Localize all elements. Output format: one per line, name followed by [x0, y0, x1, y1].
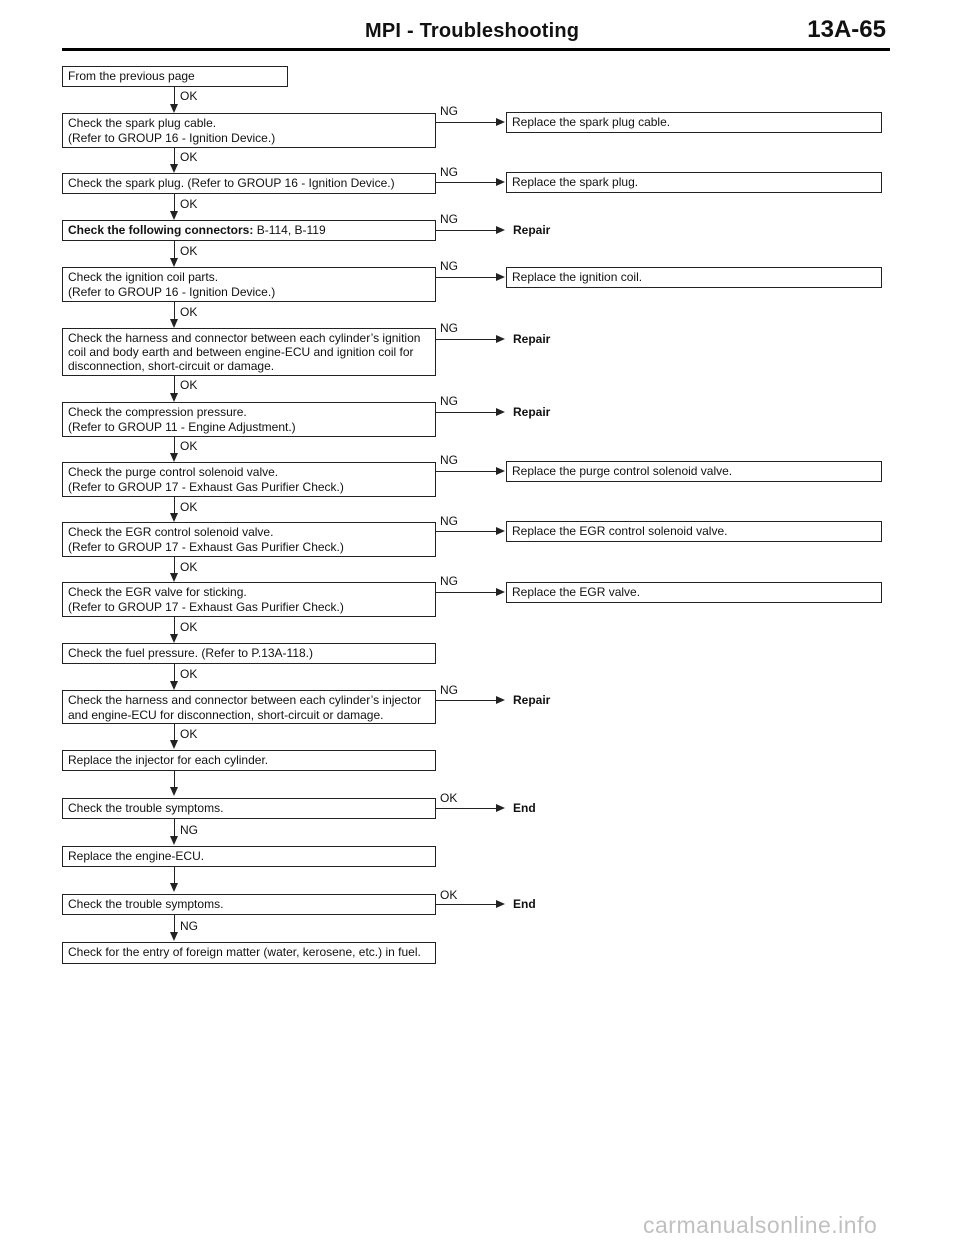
step-box-11: [62, 690, 436, 724]
step-text: Check for the entry of foreign matter (water, kerosene, etc.) in fuel.: [68, 945, 421, 959]
step-text: Check the spark plug cable. (Refer to GROUP 16 - Ignition Device.): [68, 116, 276, 145]
flow-label: OK: [180, 727, 198, 741]
step-box-13: [62, 798, 436, 819]
section-name: MPI: [365, 20, 402, 42]
flow-connector: [174, 302, 175, 320]
result-box: [506, 112, 882, 133]
right-arrow-icon: [496, 335, 505, 343]
down-arrow-icon: [170, 211, 178, 220]
step-box-4: [62, 267, 436, 302]
down-arrow-icon: [170, 681, 178, 690]
right-arrow-icon: [496, 226, 505, 234]
branch-label: NG: [440, 574, 458, 588]
step-box-12: [62, 750, 436, 771]
result-text: Repair: [513, 693, 551, 707]
step-box-15: [62, 894, 436, 915]
right-arrow-icon: [496, 408, 505, 416]
step-box-5: [62, 328, 436, 376]
down-arrow-icon: [170, 393, 178, 402]
result-text: End: [513, 897, 536, 911]
flow-label: OK: [180, 89, 198, 103]
flow-connector: [174, 87, 175, 105]
branch-label: NG: [440, 259, 458, 273]
step-box-8: [62, 522, 436, 557]
result-text: Replace the spark plug.: [512, 175, 639, 189]
result-box: [506, 172, 882, 193]
flow-connector: [174, 376, 175, 394]
step-box-7: [62, 462, 436, 497]
result-text: Repair: [513, 223, 551, 237]
result-text: Replace the purge control solenoid valve.: [512, 464, 733, 478]
down-arrow-icon: [170, 453, 178, 462]
down-arrow-icon: [170, 104, 178, 113]
step-text: Check the trouble symptoms.: [68, 801, 224, 815]
right-arrow-icon: [496, 588, 505, 596]
down-arrow-icon: [170, 319, 178, 328]
branch-label: NG: [440, 514, 458, 528]
step-text: Check the purge control solenoid valve. (Refer to GROUP 17 - Exhaust Gas Purifier Check.): [68, 465, 344, 494]
right-arrow-icon: [496, 118, 505, 126]
step-text: Check the harness and connector between each cylinder’s ignition coil and body earth and between engine-ECU and ignition coil for disconnection, short-circuit or damage.: [68, 331, 421, 373]
page-header: [62, 14, 890, 51]
result-text: Repair: [513, 405, 551, 419]
result-text: Replace the EGR control solenoid valve.: [512, 524, 728, 538]
flow-connector: [174, 241, 175, 259]
step-text: Check the spark plug. (Refer to GROUP 16 - Ignition Device.): [68, 176, 395, 190]
step-box-2: [62, 173, 436, 194]
step-box-1: [62, 113, 436, 148]
flow-label: OK: [180, 439, 198, 453]
right-arrow-icon: [496, 527, 505, 535]
flow-connector: [174, 724, 175, 741]
branch-connector: [436, 182, 500, 183]
flow-connector: [174, 915, 175, 933]
step-text: Check the EGR control solenoid valve. (Refer to GROUP 17 - Exhaust Gas Purifier Check.): [68, 525, 344, 554]
flow-connector: [174, 617, 175, 635]
flow-label: OK: [180, 667, 198, 681]
right-arrow-icon: [496, 696, 505, 704]
flow-connector: [174, 557, 175, 574]
result-box: [506, 582, 882, 603]
start-box: [62, 66, 288, 87]
result-text: Replace the spark plug cable.: [512, 115, 671, 129]
branch-label: NG: [440, 453, 458, 467]
down-arrow-icon: [170, 258, 178, 267]
flow-connector: [174, 819, 175, 837]
step-text-bold: Check the following connectors:: [68, 223, 254, 237]
step-box-9: [62, 582, 436, 617]
step-text: Check the harness and connector between each cylinder’s injector and engine-ECU for disconnection, short-circuit or damage.: [68, 693, 422, 722]
flow-label: OK: [180, 560, 198, 574]
section-title: [365, 20, 579, 43]
step-text: Replace the engine-ECU.: [68, 849, 205, 863]
branch-connector: [436, 531, 500, 532]
page-title: Troubleshooting: [419, 20, 580, 42]
down-arrow-icon: [170, 513, 178, 522]
branch-connector: [436, 122, 500, 123]
flow-label: OK: [180, 197, 198, 211]
section-separator: -: [406, 20, 414, 42]
branch-label: NG: [440, 165, 458, 179]
branch-connector: [436, 412, 500, 413]
step-text: Check the trouble symptoms.: [68, 897, 224, 911]
step-box-10: [62, 643, 436, 664]
down-arrow-icon: [170, 836, 178, 845]
down-arrow-icon: [170, 573, 178, 582]
result-box: [506, 461, 882, 482]
down-arrow-icon: [170, 932, 178, 941]
result-text: End: [513, 801, 536, 815]
flow-connector: [174, 771, 175, 788]
watermark: carmanualsonline.info: [643, 1212, 878, 1238]
down-arrow-icon: [170, 634, 178, 643]
down-arrow-icon: [170, 740, 178, 749]
result-box: [506, 521, 882, 542]
result-text: Repair: [513, 332, 551, 346]
flow-connector: [174, 664, 175, 682]
branch-label: NG: [440, 212, 458, 226]
branch-connector: [436, 339, 500, 340]
flow-connector: [174, 497, 175, 514]
flow-label: OK: [180, 244, 198, 258]
branch-label: NG: [440, 394, 458, 408]
result-text: Replace the EGR valve.: [512, 585, 641, 599]
branch-label: NG: [440, 321, 458, 335]
step-box-14: [62, 846, 436, 867]
branch-connector: [436, 471, 500, 472]
branch-connector: [436, 277, 500, 278]
flow-label: OK: [180, 378, 198, 392]
step-box-6: [62, 402, 436, 437]
step-text: Check the ignition coil parts. (Refer to GROUP 16 - Ignition Device.): [68, 270, 276, 299]
branch-connector: [436, 904, 500, 905]
branch-connector: [436, 700, 500, 701]
branch-label: OK: [440, 791, 458, 805]
flow-label: OK: [180, 305, 198, 319]
right-arrow-icon: [496, 900, 505, 908]
branch-connector: [436, 808, 500, 809]
branch-label: NG: [440, 104, 458, 118]
step-text: B-114, B-119: [253, 223, 326, 237]
flow-connector: [174, 437, 175, 454]
step-box-3: [62, 220, 436, 241]
flow-label: OK: [180, 500, 198, 514]
down-arrow-icon: [170, 787, 178, 796]
flow-connector: [174, 148, 175, 165]
right-arrow-icon: [496, 467, 505, 475]
branch-label: OK: [440, 888, 458, 902]
branch-connector: [436, 592, 500, 593]
right-arrow-icon: [496, 804, 505, 812]
page-number: 13A-65: [807, 16, 886, 43]
flow-connector: [174, 867, 175, 884]
step-text: Check the fuel pressure. (Refer to P.13A-118.): [68, 646, 314, 660]
flow-label: OK: [180, 620, 198, 634]
step-text: Check the compression pressure. (Refer to GROUP 11 - Engine Adjustment.): [68, 405, 296, 434]
step-box-16: [62, 942, 436, 964]
down-arrow-icon: [170, 883, 178, 892]
step-text: Check the EGR valve for sticking. (Refer to GROUP 17 - Exhaust Gas Purifier Check.): [68, 585, 344, 614]
down-arrow-icon: [170, 164, 178, 173]
right-arrow-icon: [496, 178, 505, 186]
flow-label: NG: [180, 919, 198, 933]
step-text: Replace the injector for each cylinder.: [68, 753, 269, 767]
flow-label: OK: [180, 150, 198, 164]
flow-label: NG: [180, 823, 198, 837]
flow-connector: [174, 194, 175, 212]
result-box: [506, 267, 882, 288]
right-arrow-icon: [496, 273, 505, 281]
branch-connector: [436, 230, 500, 231]
branch-label: NG: [440, 683, 458, 697]
result-text: Replace the ignition coil.: [512, 270, 643, 284]
start-text: From the previous page: [68, 69, 195, 83]
